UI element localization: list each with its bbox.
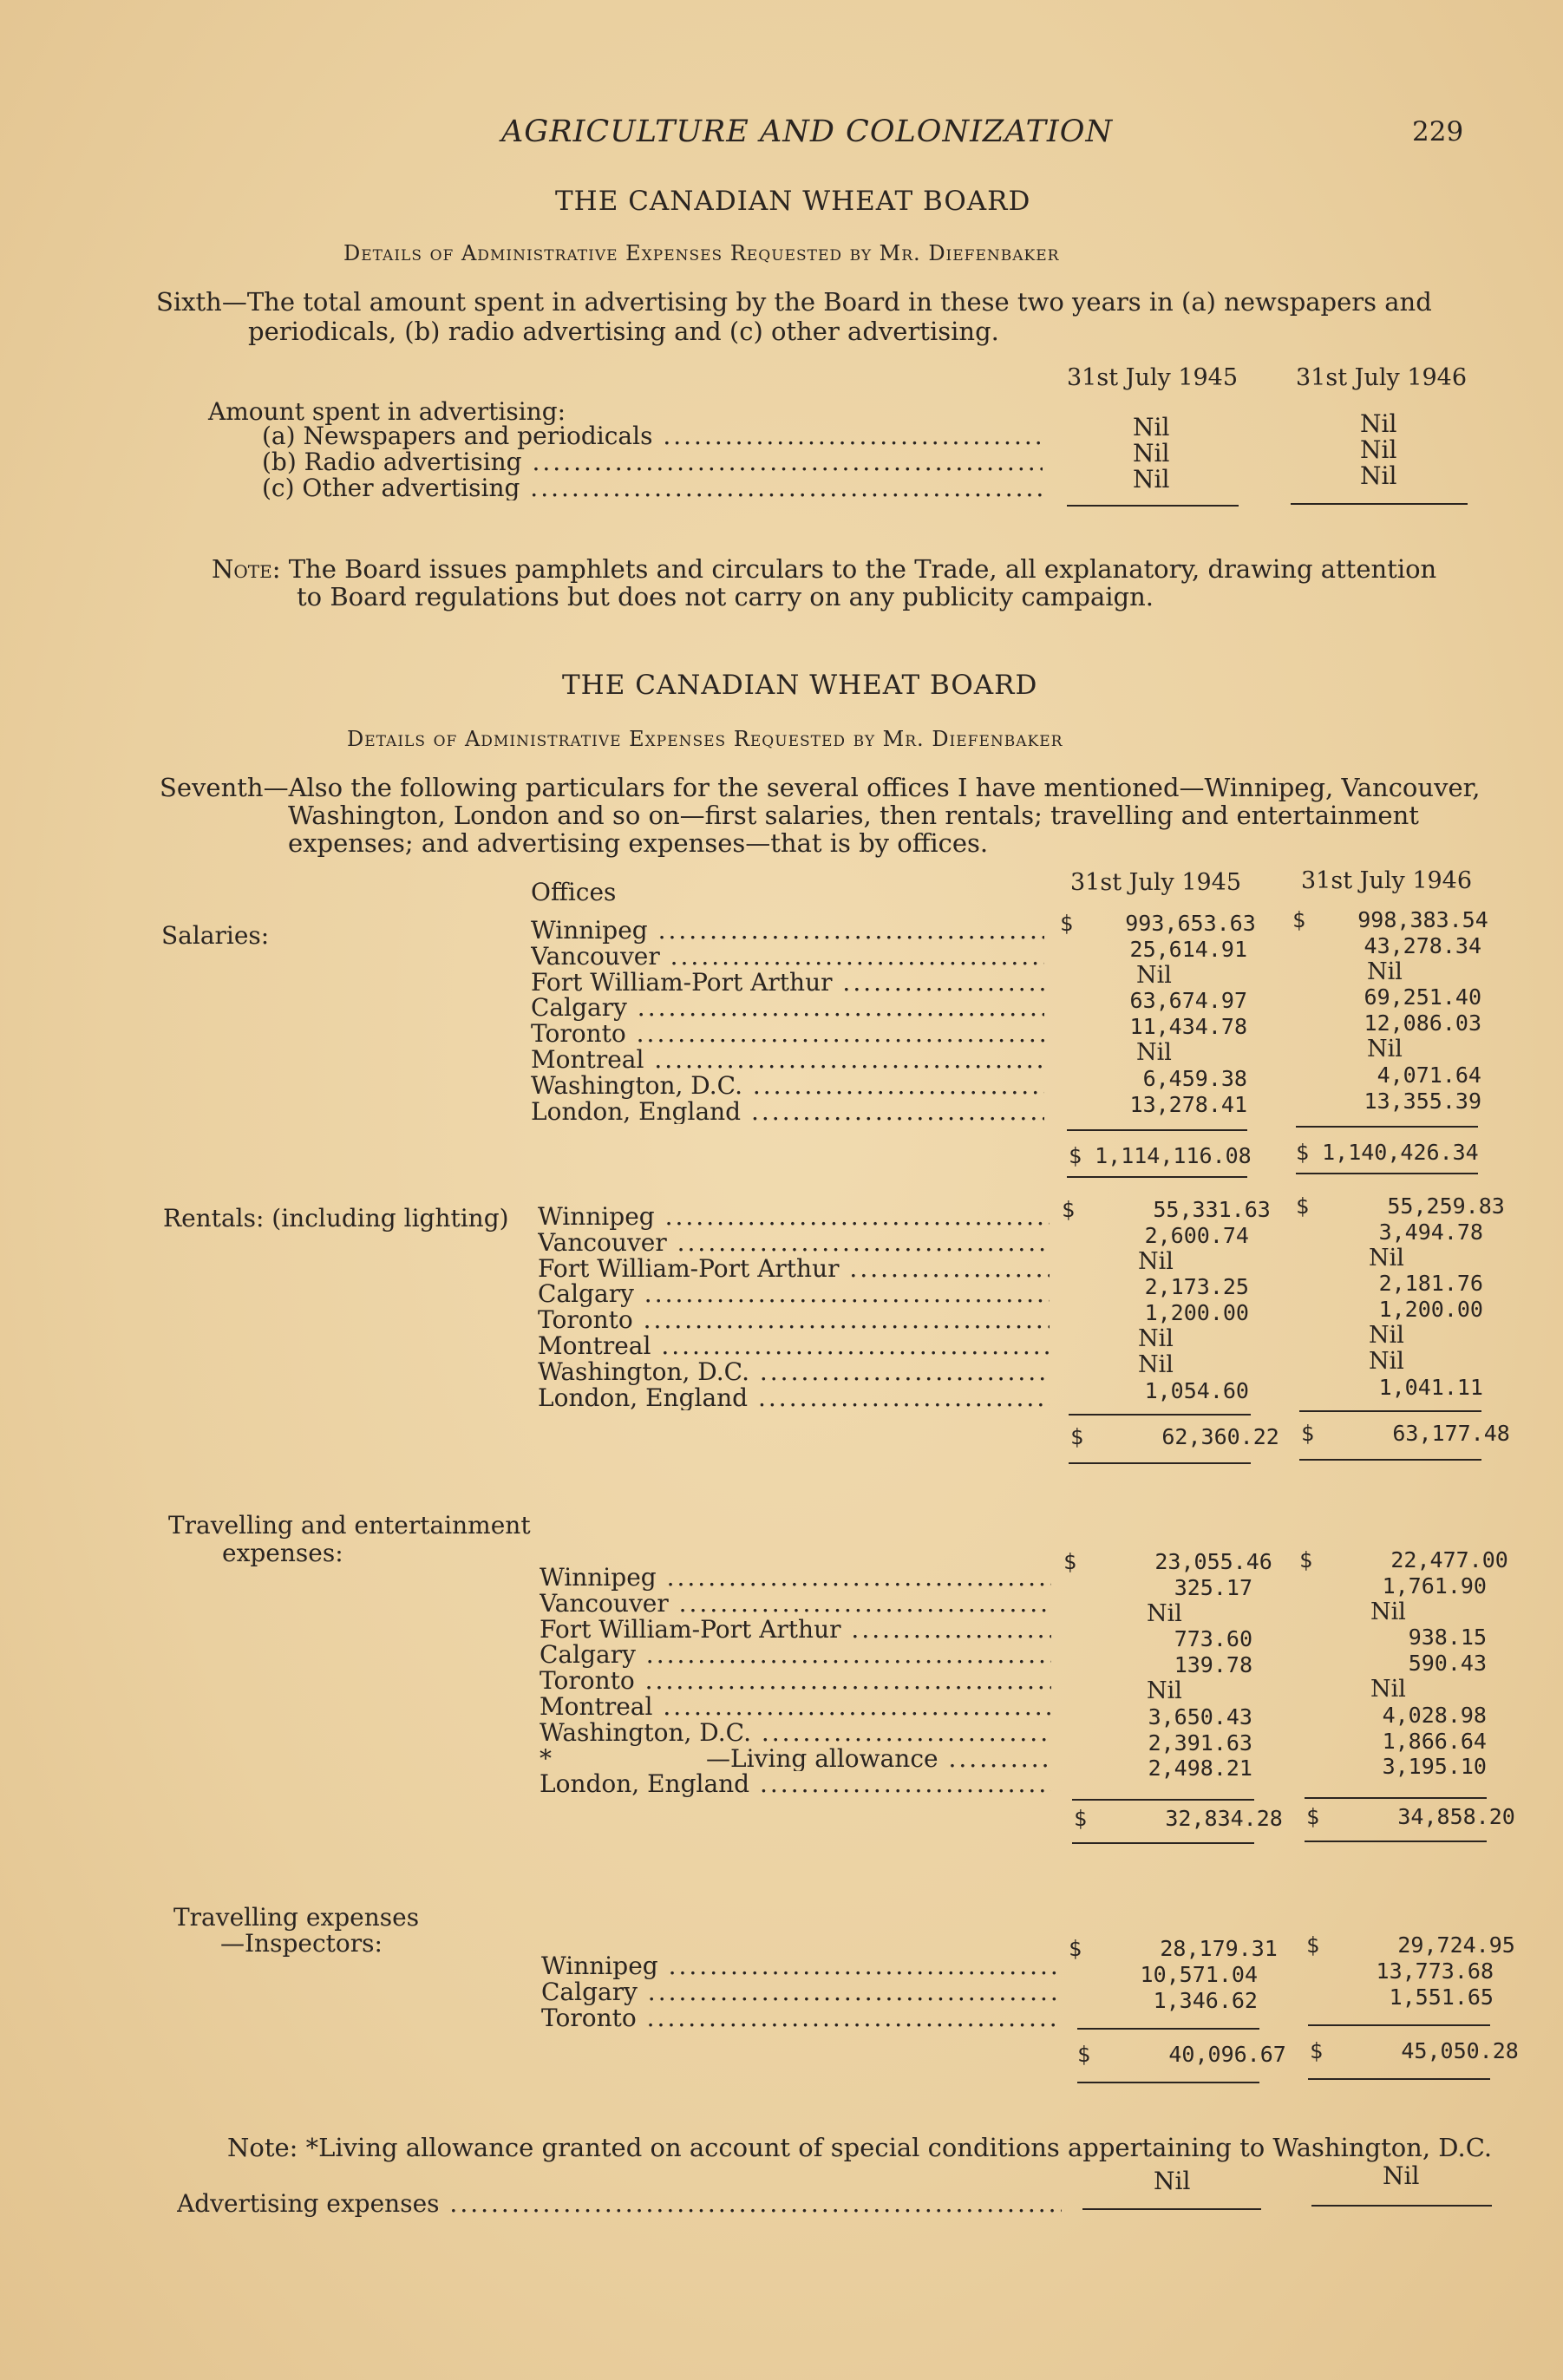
office-row: Toronto .....: [538, 1307, 1050, 1333]
column-header-1946: 31st July 1946: [1296, 364, 1468, 391]
salaries-1946-values: [1292, 907, 1488, 1114]
note-sixth-line2: to Board regulations but does not carry on any publicity campaign.: [297, 582, 1154, 611]
value-cell: 11,434.78: [1129, 1014, 1247, 1040]
value-cell: 590.43: [1408, 1651, 1487, 1677]
value-cell: 4,028.98: [1382, 1702, 1487, 1728]
advertising-item: (c) Other advertising .....: [262, 475, 1043, 501]
total-rule: [1308, 2024, 1490, 2026]
value-cell: 13,278.41: [1129, 1091, 1247, 1117]
page-number: 229: [1412, 116, 1464, 147]
value-cell: 2,181.76: [1378, 1271, 1483, 1297]
value-cell: Nil: [1147, 1677, 1182, 1704]
inspectors-total-1945: $ 40,096.67: [1077, 2042, 1286, 2067]
office-row: Calgary .....: [541, 1979, 1056, 2005]
office-row: Advertising expenses .....: [177, 2191, 1062, 2217]
value-cell: 2,600.74: [1144, 1222, 1249, 1248]
total-rule: [1077, 2028, 1259, 2030]
total-rule: [1077, 2082, 1259, 2083]
inspectors-label-line1: Travelling expenses: [173, 1903, 420, 1932]
total-rule: [1311, 2205, 1492, 2207]
value-cell: 4,071.64: [1377, 1062, 1481, 1088]
inspectors-label-line2: —Inspectors:: [220, 1929, 383, 1958]
note-label: Note:: [212, 554, 281, 584]
value-cell: 2,391.63: [1148, 1729, 1252, 1756]
value-cell: Nil: [1367, 1035, 1403, 1062]
value-cell: 3,650.43: [1148, 1703, 1252, 1729]
value-cell: 773.60: [1174, 1626, 1252, 1652]
office-row: Fort William-Port Arthur .....: [538, 1256, 1050, 1282]
office-row: Toronto .....: [531, 1021, 1044, 1047]
salaries-label: Salaries:: [161, 921, 270, 950]
column-header-1945: 31st July 1945: [1070, 869, 1242, 896]
footnote: Note: *Living allowance granted on account of special conditions appertaining to Washington, D.C.: [227, 2133, 1493, 2162]
total-rule: [1296, 1126, 1478, 1128]
value-cell: Nil: [1138, 1247, 1174, 1275]
office-row: Winnipeg .....: [540, 1565, 1051, 1591]
value-cell: 43,278.34: [1364, 932, 1481, 958]
office-row: London, England .....: [538, 1385, 1050, 1411]
office-row: Montreal .....: [538, 1333, 1050, 1359]
value-cell: Nil: [1147, 1599, 1182, 1627]
value-cell: $ 55,259.83: [1296, 1193, 1505, 1219]
office-row: Calgary .....: [531, 995, 1044, 1021]
travelling-1945-values: [1063, 1549, 1272, 1782]
advertising-item: (b) Radio advertising .....: [262, 449, 1043, 475]
value-cell: 1,054.60: [1144, 1377, 1249, 1403]
total-rule: [1308, 2078, 1490, 2080]
total-rule: [1069, 1414, 1251, 1416]
note-sixth-line1: [212, 555, 1436, 584]
inspectors-1945-values: [1069, 1936, 1278, 2013]
value-cell: Nil: [1133, 465, 1170, 494]
value-cell: 325.17: [1174, 1574, 1252, 1600]
office-row: Washington, D.C. .....: [531, 1073, 1044, 1099]
total-rule: [1067, 1176, 1247, 1178]
inspectors-1946-values: [1306, 1932, 1515, 2010]
advertising-heading: Amount spent in advertising:: [208, 397, 566, 426]
office-row: London, England .....: [540, 1771, 1051, 1797]
office-row: Vancouver .....: [538, 1230, 1050, 1256]
value-cell: Nil: [1369, 1347, 1404, 1375]
section-subtitle-seventh: Details of Administrative Expenses Requested by Mr. Diefenbaker: [347, 727, 1063, 751]
value-cell: 3,195.10: [1382, 1754, 1487, 1780]
office-row: Washington, D.C. .....: [538, 1359, 1050, 1385]
column-header-1945: 31st July 1945: [1067, 364, 1239, 391]
value-cell: Nil: [1360, 435, 1397, 464]
total-rule: [1072, 1799, 1254, 1801]
value-cell: 69,251.40: [1364, 984, 1481, 1010]
value-cell: 938.15: [1408, 1625, 1487, 1651]
total-rule: [1082, 2208, 1261, 2210]
value-cell: Nil: [1369, 1244, 1404, 1272]
office-row: Winnipeg .....: [531, 918, 1044, 944]
office-row: Winnipeg .....: [541, 1953, 1056, 1979]
rentals-total-1946: $ 63,177.48: [1301, 1421, 1510, 1446]
salaries-total-1946: $ 1,140,426.34: [1296, 1140, 1479, 1165]
rentals-1946-values: [1296, 1193, 1505, 1400]
rentals-label: Rentals: (including lighting): [163, 1204, 509, 1232]
advertising-item: (a) Newspapers and periodicals .....: [262, 423, 1043, 449]
advertising-1946-value: Nil: [1383, 2161, 1420, 2190]
note-text: The Board issues pamphlets and circulars to the Trade, all explanatory, drawing attention: [288, 554, 1437, 584]
value-cell: Nil: [1138, 1350, 1174, 1378]
value-cell: Nil: [1138, 1324, 1174, 1352]
office-row: Fort William-Port Arthur .....: [531, 970, 1044, 996]
value-cell: $ 23,055.46: [1063, 1549, 1272, 1574]
question-sixth-line1: Sixth—The total amount spent in advertising by the Board in these two years in (a) newspapers and: [156, 287, 1432, 317]
value-cell: Nil: [1133, 413, 1170, 441]
value-cell: $ 993,653.63: [1060, 911, 1256, 936]
travelling-label-line1: Travelling and entertainment: [168, 1511, 531, 1540]
advertising-expenses-row: [177, 2191, 1062, 2217]
travelling-1946-values: [1299, 1547, 1508, 1780]
salaries-1945-values: [1060, 911, 1256, 1117]
value-cell: 2,173.25: [1144, 1274, 1249, 1300]
total-rule: [1296, 1173, 1478, 1174]
total-rule: [1072, 1842, 1254, 1844]
rentals-total-1945: $ 62,360.22: [1070, 1424, 1279, 1449]
total-rule: [1067, 1129, 1247, 1131]
value-cell: 2,498.21: [1148, 1756, 1252, 1782]
travelling-office-list: [540, 1565, 1051, 1797]
total-rule: [1305, 1797, 1487, 1799]
question-seventh-line3: expenses; and advertising expenses—that is by offices.: [288, 828, 989, 858]
value-cell: $ 28,179.31: [1069, 1936, 1278, 1961]
value-cell: 63,674.97: [1129, 988, 1247, 1014]
value-cell: 10,571.04: [1140, 1961, 1258, 1987]
value-cell: $ 998,383.54: [1292, 907, 1488, 932]
advertising-1945-values: [1133, 415, 1169, 493]
value-cell: Nil: [1360, 461, 1397, 490]
total-rule: [1069, 1462, 1251, 1464]
office-row: Vancouver .....: [531, 944, 1044, 970]
value-cell: Nil: [1136, 1038, 1172, 1066]
value-cell: Nil: [1136, 961, 1172, 989]
office-row: * —Living allowance .....: [540, 1746, 1051, 1772]
office-row: Calgary .....: [538, 1281, 1050, 1307]
value-cell: Nil: [1360, 409, 1397, 438]
offices-header: Offices: [531, 878, 617, 906]
salaries-office-list: [531, 918, 1044, 1124]
value-cell: Nil: [1370, 1598, 1406, 1625]
rentals-office-list: [538, 1204, 1050, 1410]
office-row: Calgary .....: [540, 1642, 1051, 1668]
question-seventh-line2: Washington, London and so on—first salaries, then rentals; travelling and entertainment: [288, 801, 1419, 830]
value-cell: $ 29,724.95: [1306, 1932, 1515, 1958]
value-cell: 12,086.03: [1364, 1010, 1481, 1036]
rentals-1945-values: [1062, 1197, 1271, 1403]
column-header-1946: 31st July 1946: [1301, 867, 1473, 894]
value-cell: Nil: [1370, 1675, 1406, 1703]
advertising-item-list: [262, 423, 1043, 500]
office-row: Winnipeg .....: [538, 1204, 1050, 1230]
value-cell: 1,761.90: [1382, 1572, 1487, 1599]
value-cell: 1,200.00: [1144, 1300, 1249, 1326]
office-row: Vancouver .....: [540, 1591, 1051, 1617]
value-cell: $ 22,477.00: [1299, 1547, 1508, 1572]
value-cell: Nil: [1369, 1321, 1404, 1349]
advertising-1946-values: [1360, 411, 1396, 489]
value-cell: Nil: [1133, 439, 1170, 468]
value-cell: 1,041.11: [1378, 1374, 1483, 1400]
value-cell: 13,773.68: [1376, 1958, 1494, 1984]
travelling-label-line2: expenses:: [222, 1539, 343, 1567]
value-cell: 1,866.64: [1382, 1728, 1487, 1754]
office-row: Fort William-Port Arthur .....: [540, 1617, 1051, 1643]
running-title: AGRICULTURE AND COLONIZATION: [501, 114, 1114, 149]
salaries-total-1945: $ 1,114,116.08: [1069, 1143, 1252, 1168]
total-rule: [1299, 1410, 1481, 1412]
value-cell: 3,494.78: [1378, 1219, 1483, 1245]
section-title-sixth: THE CANADIAN WHEAT BOARD: [555, 186, 1031, 217]
section-subtitle-sixth: Details of Administrative Expenses Requested by Mr. Diefenbaker: [343, 241, 1060, 265]
inspectors-office-list: [541, 1953, 1056, 2030]
total-rule: [1299, 1459, 1481, 1461]
office-row: London, England .....: [531, 1099, 1044, 1125]
office-row: Montreal .....: [531, 1047, 1044, 1073]
value-cell: 139.78: [1174, 1652, 1252, 1678]
office-row: Toronto .....: [540, 1668, 1051, 1694]
total-rule: [1305, 1841, 1487, 1842]
question-sixth-line2: periodicals, (b) radio advertising and (c) other advertising.: [248, 317, 999, 346]
value-cell: 1,346.62: [1153, 1987, 1258, 2013]
value-cell: 13,355.39: [1364, 1088, 1481, 1114]
office-row: Washington, D.C. .....: [540, 1720, 1051, 1746]
question-seventh-line1: Seventh—Also the following particulars for the several offices I have mentioned—Winnipeg, Vancouver,: [160, 773, 1481, 802]
advertising-1945-value: Nil: [1154, 2167, 1191, 2195]
value-cell: 1,551.65: [1389, 1984, 1494, 2010]
travelling-total-1946: $ 34,858.20: [1306, 1804, 1515, 1829]
travelling-total-1945: $ 32,834.28: [1074, 1806, 1283, 1831]
value-cell: Nil: [1367, 958, 1403, 985]
office-row: Toronto .....: [541, 2005, 1056, 2031]
value-cell: 1,200.00: [1378, 1297, 1483, 1323]
total-rule: [1291, 503, 1468, 505]
value-cell: $ 55,331.63: [1062, 1197, 1271, 1222]
value-cell: 6,459.38: [1142, 1065, 1247, 1091]
inspectors-total-1946: $ 45,050.28: [1310, 2038, 1519, 2063]
total-rule: [1067, 505, 1239, 507]
value-cell: 25,614.91: [1129, 936, 1247, 962]
section-title-seventh: THE CANADIAN WHEAT BOARD: [562, 670, 1038, 701]
office-row: Montreal .....: [540, 1694, 1051, 1720]
